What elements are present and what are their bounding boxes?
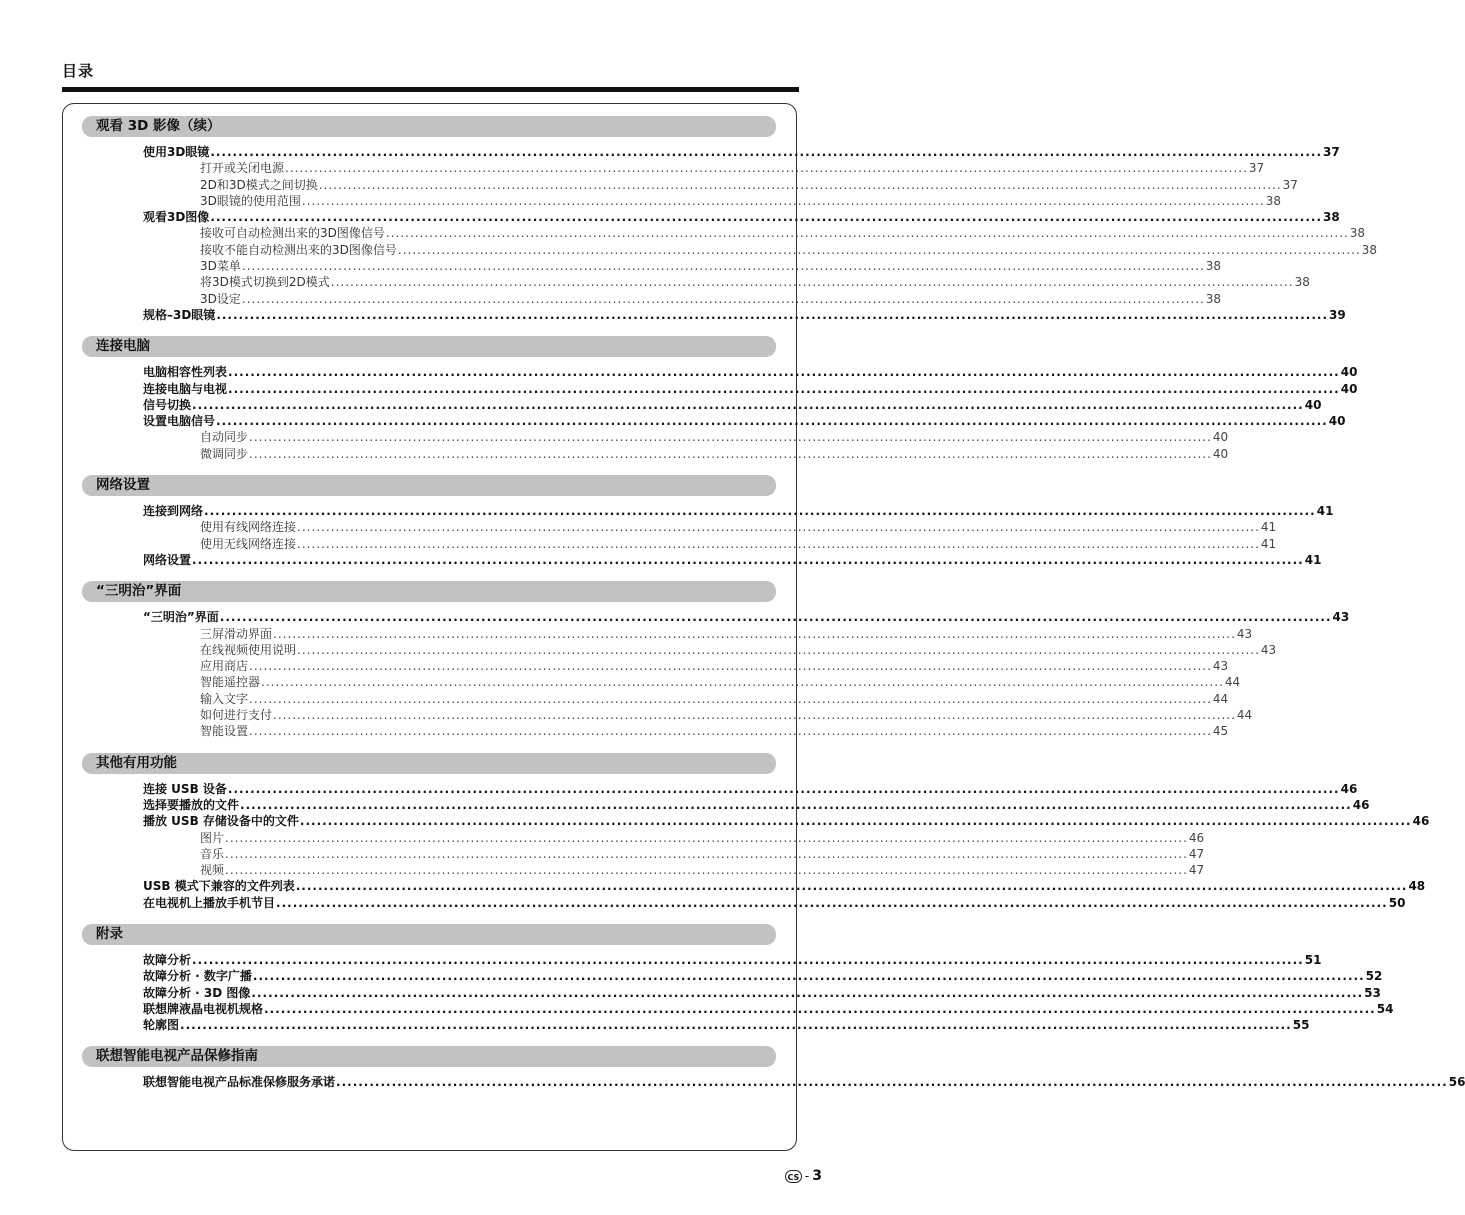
entry-label: 规格–3D眼镜 <box>143 307 216 322</box>
entry-page-number: 37 <box>1282 177 1298 192</box>
toc-subentry[interactable] <box>82 519 1277 535</box>
entry-label: 视频 <box>200 863 225 878</box>
entry-page-number: 38 <box>1205 291 1222 306</box>
dot-leader: ........................................................................................................................................................................................................ <box>397 242 1361 257</box>
dot-leader: ........................................................................................................................................................................................................ <box>240 797 1352 812</box>
dot-leader: ........................................................................................................................................................................................................ <box>210 210 1323 225</box>
section-header: 网络设置 <box>82 475 776 496</box>
entry-label: 智能遥控器 <box>200 675 261 690</box>
entry-page-number: 38 <box>1294 275 1310 290</box>
entry-page-number: 40 <box>1340 365 1358 380</box>
entry-page-number: 43 <box>1212 659 1229 674</box>
toc-subentry[interactable] <box>82 446 1229 462</box>
entry-label: 故障分析 · 数字广播 <box>143 969 252 984</box>
entry-page-number: 50 <box>1388 895 1406 910</box>
page-title: 目录 <box>62 62 95 80</box>
dot-leader: ........................................................................................................................................................................................................ <box>225 863 1188 878</box>
dot-leader: ........................................................................................................................................................................................................ <box>241 291 1205 306</box>
toc-entry[interactable] <box>82 813 1430 829</box>
dot-leader: ........................................................................................................................................................................................................ <box>192 397 1304 412</box>
section-entries <box>82 945 1394 1037</box>
entry-page-number: 44 <box>1236 708 1253 723</box>
entry-page-number: 43 <box>1332 610 1350 625</box>
dot-leader: ........................................................................................................................................................................................................ <box>295 879 1408 894</box>
toc-subentry[interactable] <box>82 691 1229 707</box>
section-header: 附录 <box>82 924 776 945</box>
entry-label: 连接 USB 设备 <box>143 781 227 796</box>
entry-label: 图片 <box>200 830 225 845</box>
dot-leader: ........................................................................................................................................................................................................ <box>219 610 1332 625</box>
dot-leader: ........................................................................................................................................................................................................ <box>192 952 1304 967</box>
toc-subentry[interactable] <box>82 674 1241 690</box>
toc-subentry[interactable] <box>82 193 1282 209</box>
toc-entry[interactable] <box>82 952 1322 968</box>
toc-entry[interactable] <box>82 503 1334 519</box>
entry-page-number: 46 <box>1412 814 1430 829</box>
dot-leader: ........................................................................................................................................................................................................ <box>273 626 1236 641</box>
section-header: “三明治”界面 <box>82 581 776 602</box>
entry-label: 接收可自动检测出来的3D图像信号 <box>200 226 385 241</box>
entry-label: 联想牌液晶电视机规格 <box>143 1001 264 1016</box>
language-badge: CS <box>785 1170 802 1183</box>
section-entries <box>82 496 1334 572</box>
entry-page-number: 38 <box>1349 226 1366 241</box>
entry-label: 三屏滑动界面 <box>200 626 273 641</box>
entry-page-number: 46 <box>1352 797 1370 812</box>
entry-page-number: 53 <box>1364 985 1381 1000</box>
entry-label: 播放 USB 存储设备中的文件 <box>143 814 299 829</box>
toc-subentry[interactable] <box>82 642 1277 658</box>
dot-leader: ........................................................................................................................................................................................................ <box>249 659 1212 674</box>
dot-leader: ........................................................................................................................................................................................................ <box>318 177 1282 192</box>
entry-label: 信号切换 <box>143 397 192 412</box>
toc-subentry[interactable] <box>82 429 1229 445</box>
entry-label: 电脑相容性列表 <box>143 365 228 380</box>
entry-page-number: 46 <box>1340 781 1358 796</box>
entry-label: 在线视频使用说明 <box>200 642 297 657</box>
entry-page-number: 40 <box>1212 446 1229 461</box>
section-entries <box>82 602 1350 743</box>
entry-page-number: 38 <box>1205 259 1222 274</box>
toc-entry[interactable] <box>82 381 1358 397</box>
entry-page-number: 41 <box>1316 504 1334 519</box>
dot-leader: ........................................................................................................................................................................................................ <box>297 536 1260 551</box>
entry-page-number: 41 <box>1304 552 1322 567</box>
entry-page-number: 43 <box>1236 626 1253 641</box>
entry-label: 音乐 <box>200 846 225 861</box>
dot-leader: ........................................................................................................................................................................................................ <box>297 642 1260 657</box>
entry-page-number: 37 <box>1323 145 1340 159</box>
toc-subentry[interactable] <box>82 626 1253 642</box>
entry-label: 故障分析 · 3D 图像 <box>143 985 251 1000</box>
dot-leader: ........................................................................................................................................................................................................ <box>330 275 1294 290</box>
entry-label: 设置电脑信号 <box>143 414 216 429</box>
entry-label: 3D菜单 <box>200 259 241 274</box>
toc-entry[interactable] <box>82 364 1358 380</box>
entry-label: 使用3D眼镜 <box>143 145 210 159</box>
dot-leader: ........................................................................................................................................................................................................ <box>297 520 1260 535</box>
entry-label: 自动同步 <box>200 430 249 445</box>
entry-page-number: 47 <box>1188 863 1205 878</box>
toc-entry[interactable] <box>82 797 1370 813</box>
entry-page-number: 48 <box>1408 879 1426 894</box>
entry-page-number: 38 <box>1323 210 1340 225</box>
toc-entry[interactable] <box>82 307 1346 323</box>
dot-leader: ........................................................................................................................................................................................................ <box>241 259 1205 274</box>
section-entries <box>82 357 1358 466</box>
dot-leader: ........................................................................................................................................................................................................ <box>210 145 1323 159</box>
toc-subentry[interactable] <box>82 291 1222 307</box>
toc-section <box>82 924 1394 1037</box>
toc-entry[interactable] <box>82 609 1350 625</box>
section-header: 观看 3D 影像（续） <box>82 116 776 137</box>
toc-entry[interactable] <box>82 397 1322 413</box>
entry-label: 3D眼镜的使用范围 <box>200 193 301 208</box>
entry-label: 网络设置 <box>143 552 192 567</box>
dot-leader: ........................................................................................................................................................................................................ <box>216 414 1328 429</box>
dot-leader: ........................................................................................................................................................................................................ <box>228 381 1340 396</box>
page-separator: - <box>804 1169 810 1183</box>
toc-entry[interactable] <box>82 1017 1310 1033</box>
toc-subentry[interactable] <box>82 830 1205 846</box>
entry-page-number: 38 <box>1265 193 1282 208</box>
toc-subentry[interactable] <box>82 846 1205 862</box>
dot-leader: ........................................................................................................................................................................................................ <box>225 830 1188 845</box>
section-header: 连接电脑 <box>82 336 776 357</box>
dot-leader: ........................................................................................................................................................................................................ <box>216 307 1329 322</box>
entry-page-number: 52 <box>1365 969 1383 984</box>
entry-label: 选择要播放的文件 <box>143 797 240 812</box>
dot-leader: ........................................................................................................................................................................................................ <box>276 895 1388 910</box>
entry-label: 接收不能自动检测出来的3D图像信号 <box>200 242 397 257</box>
entry-page-number: 38 <box>1361 242 1378 257</box>
dot-leader: ........................................................................................................................................................................................................ <box>249 724 1212 739</box>
dot-leader: ........................................................................................................................................................................................................ <box>192 552 1304 567</box>
entry-label: 打开或关闭电源 <box>200 161 285 176</box>
entry-label: 连接电脑与电视 <box>143 381 228 396</box>
dot-leader: ........................................................................................................................................................................................................ <box>225 846 1188 861</box>
entry-label: 使用无线网络连接 <box>200 536 297 551</box>
entry-label: 观看3D图像 <box>143 210 210 225</box>
toc-subentry[interactable] <box>82 242 1378 258</box>
page-number: 3 <box>812 1168 822 1184</box>
toc-entry[interactable] <box>82 144 1340 160</box>
toc-section <box>82 336 1358 466</box>
entry-page-number: 41 <box>1260 536 1277 551</box>
toc-subentry[interactable] <box>82 274 1310 290</box>
section-header: 其他有用功能 <box>82 753 776 774</box>
page-footer <box>785 1168 822 1184</box>
dot-leader: ........................................................................................................................................................................................................ <box>251 985 1364 1000</box>
toc-subentry[interactable] <box>82 225 1366 241</box>
entry-label: 故障分析 <box>143 952 192 967</box>
dot-leader: ........................................................................................................................................................................................................ <box>273 708 1236 723</box>
entry-page-number: 41 <box>1260 520 1277 535</box>
dot-leader: ........................................................................................................................................................................................................ <box>180 1018 1292 1033</box>
dot-leader: ........................................................................................................................................................................................................ <box>385 226 1349 241</box>
entry-label: 智能设置 <box>200 724 249 739</box>
entry-page-number: 43 <box>1260 642 1277 657</box>
section-entries <box>82 137 1378 327</box>
entry-label: 如何进行支付 <box>200 708 273 723</box>
section-entries <box>82 774 1430 915</box>
entry-label: 2D和3D模式之间切换 <box>200 177 318 192</box>
entry-label: 联想智能电视产品标准保修服务承诺 <box>143 1075 336 1090</box>
dot-leader: ........................................................................................................................................................................................................ <box>252 969 1365 984</box>
dot-leader: ........................................................................................................................................................................................................ <box>336 1075 1448 1090</box>
toc-subentry[interactable] <box>82 862 1205 878</box>
toc-section <box>82 116 1378 327</box>
toc-entry[interactable] <box>82 209 1340 225</box>
toc-entry[interactable] <box>82 878 1426 894</box>
section-entries <box>82 1067 1465 1094</box>
entry-label: 使用有线网络连接 <box>200 520 297 535</box>
toc-entry[interactable] <box>82 895 1406 911</box>
toc-entry[interactable] <box>82 968 1383 984</box>
entry-page-number: 44 <box>1212 691 1229 706</box>
dot-leader: ........................................................................................................................................................................................................ <box>249 691 1212 706</box>
toc-entry[interactable] <box>82 1074 1465 1090</box>
entry-label: 3D设定 <box>200 291 241 306</box>
entry-page-number: 44 <box>1224 675 1241 690</box>
entry-label: 连接到网络 <box>143 504 204 519</box>
entry-page-number: 47 <box>1188 846 1205 861</box>
entry-page-number: 45 <box>1212 724 1229 739</box>
entry-label: USB 模式下兼容的文件列表 <box>143 879 295 894</box>
toc-entry[interactable] <box>82 781 1358 797</box>
dot-leader: ........................................................................................................................................................................................................ <box>285 161 1248 176</box>
toc-subentry[interactable] <box>82 177 1298 193</box>
entry-page-number: 40 <box>1212 430 1229 445</box>
toc-section <box>82 475 1334 572</box>
entry-label: 输入文字 <box>200 691 249 706</box>
entry-label: 在电视机上播放手机节目 <box>143 895 276 910</box>
dot-leader: ........................................................................................................................................................................................................ <box>228 365 1340 380</box>
dot-leader: ........................................................................................................................................................................................................ <box>299 814 1412 829</box>
toc-subentry[interactable] <box>82 658 1229 674</box>
toc-entry[interactable] <box>82 1001 1394 1017</box>
title-rule <box>62 87 799 92</box>
toc-section <box>82 753 1430 915</box>
entry-label: 微调同步 <box>200 446 249 461</box>
entry-page-number: 46 <box>1188 830 1205 845</box>
toc-section <box>82 1046 1465 1094</box>
entry-page-number: 54 <box>1376 1001 1394 1016</box>
table-of-contents <box>82 116 1465 1095</box>
entry-label: 轮廓图 <box>143 1018 180 1033</box>
dot-leader: ........................................................................................................................................................................................................ <box>249 446 1212 461</box>
entry-label: 将3D模式切换到2D模式 <box>200 275 330 290</box>
toc-subentry[interactable] <box>82 707 1253 723</box>
dot-leader: ........................................................................................................................................................................................................ <box>264 1001 1376 1016</box>
dot-leader: ........................................................................................................................................................................................................ <box>261 675 1224 690</box>
entry-page-number: 37 <box>1248 161 1265 176</box>
entry-page-number: 40 <box>1304 397 1322 412</box>
entry-page-number: 39 <box>1329 307 1346 322</box>
toc-entry[interactable] <box>82 552 1322 568</box>
toc-subentry[interactable] <box>82 258 1222 274</box>
entry-label: “三明治”界面 <box>143 610 219 625</box>
toc-entry[interactable] <box>82 413 1346 429</box>
entry-page-number: 40 <box>1340 381 1358 396</box>
dot-leader: ........................................................................................................................................................................................................ <box>301 193 1265 208</box>
toc-subentry[interactable] <box>82 160 1265 176</box>
entry-label: 应用商店 <box>200 659 249 674</box>
dot-leader: ........................................................................................................................................................................................................ <box>204 504 1316 519</box>
dot-leader: ........................................................................................................................................................................................................ <box>249 430 1212 445</box>
dot-leader: ........................................................................................................................................................................................................ <box>227 781 1340 796</box>
section-header: 联想智能电视产品保修指南 <box>82 1046 776 1067</box>
entry-page-number: 56 <box>1448 1075 1465 1090</box>
entry-page-number: 51 <box>1304 952 1322 967</box>
toc-entry[interactable] <box>82 985 1381 1001</box>
toc-section <box>82 581 1350 743</box>
entry-page-number: 55 <box>1292 1018 1310 1033</box>
entry-page-number: 40 <box>1328 414 1346 429</box>
toc-subentry[interactable] <box>82 723 1229 739</box>
toc-subentry[interactable] <box>82 536 1277 552</box>
